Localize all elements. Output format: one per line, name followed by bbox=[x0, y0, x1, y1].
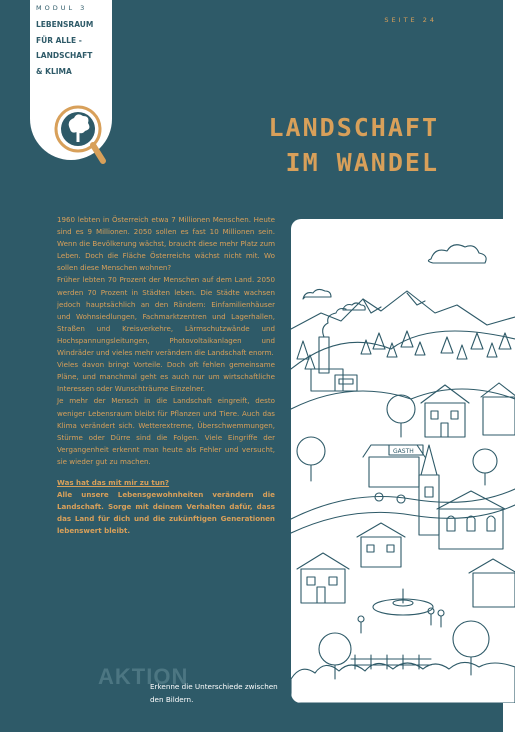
page-number: SEITE 24 bbox=[384, 16, 437, 24]
landscape-village-illustration bbox=[291, 219, 515, 703]
module-title: LEBENSRAUM FÜR ALLE - LANDSCHAFT & KLIMA bbox=[36, 20, 94, 76]
answer-text: Alle unsere Lebensgewohnheiten verändern die Landschaft. Sorge mit deinem Verhalten dafür, dass das Land für dich und die zukünftigen Generationen lebenswert bleibt. bbox=[57, 490, 275, 536]
paragraph-2: Früher lebten 70 Prozent der Menschen auf dem Land. 2050 werden 70 Prozent in Städten leben. Die Städte wachsen jedoch hauptsächlich an den Rändern: Einfamilienhäuser und Wohnsiedlungen, Fachmarktzentren und Lagerhallen, Straßen und Kreisverkehre, Lärmschutzwände und Hochspannungsleitungen, Photovoltaikanlagen und Windräder und vieles mehr verändern die Landschaft enorm. bbox=[57, 275, 275, 358]
paragraph-4: Je mehr der Mensch in die Landschaft eingreift, desto weniger Lebensraum bleibt für Pflanzen und Tiere. Auch das Klima verändert sich. Wetterextreme, Überschwemmungen, Stürme oder Dürre sind die Folgen. Viele Eingriffe der Vergangenheit erkennt man heute als Fehler und versucht, sie wieder gut zu machen. bbox=[57, 396, 275, 466]
shop-sign-text: GASTH bbox=[393, 448, 414, 455]
question-heading: Was hat das mit mir zu tun? bbox=[57, 477, 170, 487]
title-line-2: IM WANDEL bbox=[285, 148, 439, 177]
page-title bbox=[268, 110, 439, 180]
body-text bbox=[57, 214, 275, 537]
title-line-1: LANDSCHAFT bbox=[268, 113, 439, 142]
tree-magnifier-icon bbox=[53, 103, 109, 169]
module-label: MODUL 3 bbox=[36, 4, 88, 12]
aktion-heading: AKTION bbox=[98, 664, 189, 689]
aktion-instruction: Erkenne die Unterschiede zwischen den Bildern. bbox=[150, 682, 278, 704]
paragraph-1: 1960 lebten in Österreich etwa 7 Millionen Menschen. Heute sind es 9 Millionen. 2050 sollen es fast 10 Millionen sein. Wenn die Bevölkerung wächst, braucht diese mehr Platz zum Leben. Doch die Fläche Österreichs wächst nicht mit. Wo sollen diese Menschen wohnen? bbox=[57, 215, 275, 273]
paragraph-3: Vieles davon bringt Vorteile. Doch oft fehlen gemeinsame Pläne, und manchmal geht es auch nur um wirtschaftliche Interessen oder Wunschträume Einzelner. bbox=[57, 360, 275, 394]
